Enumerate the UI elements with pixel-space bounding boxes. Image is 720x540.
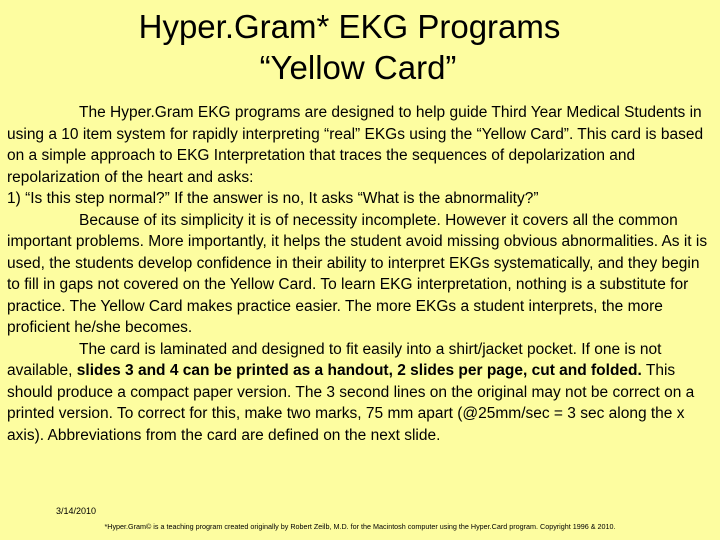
- paragraph-card-start: The card is laminated and designed to fit easily into a shirt/jacket pocket. If one is not available,: [7, 340, 662, 379]
- paragraph-card-bold: slides 3 and 4 can be printed as a handout, 2 slides per page, cut and folded.: [76, 362, 642, 379]
- paragraph-intro-text: The Hyper.Gram EKG programs are designed to help guide Third Year Medical Students in using a 10 item system for rapidly interpreting “real” EKGs using the “Yellow Card”. This card is based on a simple approach to EKG Interpretation that traces the sequences of depolarization and repolarization of the heart and asks:: [7, 104, 704, 186]
- title-line-1: Hyper.Gram* EKG Programs: [138, 8, 561, 45]
- title-line-2: “Yellow Card”: [259, 49, 457, 86]
- copyright-footnote: *Hyper.Gram© is a teaching program created originally by Robert Zeilb, M.D. for the Macintosh computer using the Hyper.Card program. Copyright 1996 & 2010.: [104, 522, 616, 531]
- paragraph-card: [7, 339, 715, 447]
- slide-date: 3/14/2010: [56, 506, 97, 516]
- paragraph-simplicity: [7, 210, 715, 339]
- paragraph-intro: [7, 102, 715, 188]
- body-text: [7, 102, 715, 446]
- paragraph-card-end: This should produce a compact paper version. The 3 second lines on the original may not be correct on a printed version. To correct for this, make two marks, 75 mm apart (@25mm/sec = 3 sec along the x axis). Abbreviations from the card are defined on the next slide.: [7, 362, 695, 444]
- slide-title: [0, 6, 720, 88]
- paragraph-question: 1) “Is this step normal?” If the answer is no, It asks “What is the abnormality?”: [7, 190, 539, 207]
- paragraph-simplicity-text: Because of its simplicity it is of necessity incomplete. However it covers all the common important problems. More importantly, it helps the student avoid missing obvious abnormalities. As it is used, the students develop confidence in their ability to interpret EKGs systematically, and they begin to fill in gaps not covered on the Yellow Card. To learn EKG interpretation, nothing is a substitute for practice. The Yellow Card makes practice easier. The more EKGs a student interprets, the more proficient he/she becomes.: [7, 211, 708, 336]
